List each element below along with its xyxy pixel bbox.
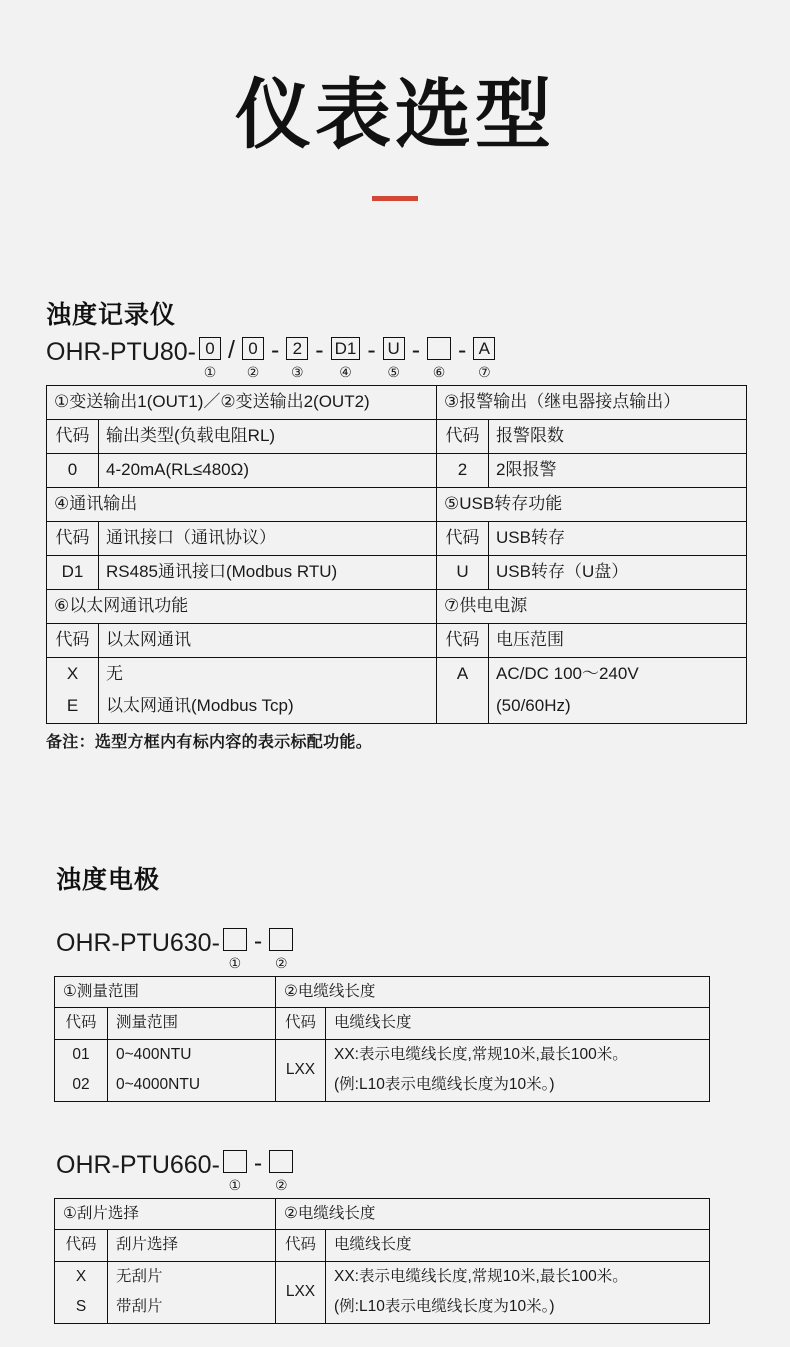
recorder-slot-4-value: D1 <box>331 337 361 360</box>
ptu660-model-prefix: OHR-PTU660- <box>56 1150 220 1179</box>
cell-wiper-code-header: 代码 <box>55 1230 108 1261</box>
cell-cable-code-header: 代码 <box>276 1008 326 1039</box>
ptu630-model-prefix: OHR-PTU630- <box>56 929 220 957</box>
cell-alarm-code-2: 2 <box>437 453 489 487</box>
cell-cable-header: ②电缆线长度 <box>276 977 710 1008</box>
table-row <box>55 1070 710 1101</box>
recorder-separator-1: / <box>228 336 235 364</box>
ptu660-slot-1-value <box>223 1150 247 1173</box>
recorder-slot-6-index: ⑥ <box>432 364 446 380</box>
ptu630-slot-2 <box>269 928 293 970</box>
table-row <box>47 657 747 690</box>
ptu630-slot-1 <box>223 928 247 970</box>
cell-cable-code-lxx-660: LXX <box>276 1261 326 1323</box>
recorder-separator-6: - <box>458 336 467 364</box>
recorder-model-prefix: OHR-PTU80- <box>46 338 197 366</box>
cell-out-type-0: 4-20mA(RL≤480Ω) <box>99 453 437 487</box>
recorder-section-title: 浊度记录仪 <box>46 301 177 329</box>
table-row <box>47 623 747 657</box>
ptu630-slot-2-value <box>269 928 293 951</box>
electrode-section <box>46 860 746 1324</box>
cell-cable-desc-1: XX:表示电缆线长度,常规10米,最长100米。 <box>326 1039 710 1070</box>
ptu660-slot-1 <box>223 1150 247 1192</box>
cell-wiper-name-header: 刮片选择 <box>108 1230 276 1261</box>
recorder-separator-5: - <box>411 336 421 364</box>
table-row <box>47 521 747 555</box>
cell-usb-header: ⑤USB转存功能 <box>437 487 747 521</box>
recorder-slot-7-value: A <box>473 337 495 360</box>
recorder-slot-7-index: ⑦ <box>478 364 491 380</box>
cell-wiper-header: ①刮片选择 <box>55 1198 276 1229</box>
cell-cable-desc-2: (例:L10表示电缆线长度为10米。) <box>326 1070 710 1101</box>
table-row <box>47 386 747 420</box>
recorder-slot-5-value: U <box>383 337 405 360</box>
cell-cable-desc-2-660: (例:L10表示电缆线长度为10米。) <box>326 1292 710 1323</box>
cell-out-type-header: 输出类型(负载电阻RL) <box>99 419 437 453</box>
recorder-slot-4-index: ④ <box>339 364 352 380</box>
cell-wiper-name-x: 无刮片 <box>108 1261 276 1292</box>
recorder-slot-6-value <box>427 337 451 360</box>
recorder-note: 备注：选型方框内有标内容的表示标配功能。 <box>46 734 373 752</box>
cell-comm-header: ④通讯输出 <box>47 487 437 521</box>
electrode-section-title: 浊度电极 <box>56 866 161 894</box>
cell-power-code-a-cont <box>437 690 489 723</box>
ptu660-slot-2 <box>269 1150 293 1192</box>
cell-ethernet-name-x: 无 <box>99 657 437 690</box>
table-row <box>55 1039 710 1070</box>
cell-cable-name-header: 电缆线长度 <box>326 1008 710 1039</box>
cell-alarm-code-header: 代码 <box>437 419 489 453</box>
ptu630-slot-1-value <box>223 928 247 951</box>
page-title: 仪表选型 <box>235 73 555 158</box>
ptu630-slot-1-index: ① <box>228 955 242 971</box>
recorder-separator-4: - <box>367 336 376 364</box>
cell-usb-name-header: USB转存 <box>489 521 747 555</box>
cell-power-header: ⑦供电电源 <box>437 589 747 623</box>
recorder-slot-3 <box>286 337 308 379</box>
cell-wiper-code-s: S <box>55 1292 108 1323</box>
ptu660-slot-1-index: ① <box>228 1176 242 1193</box>
table-row <box>55 977 710 1008</box>
cell-cable-header-660: ②电缆线长度 <box>276 1198 710 1229</box>
cell-wiper-code-x: X <box>55 1261 108 1292</box>
ptu630-model-code-line <box>56 928 746 970</box>
ptu630-separator-1: - <box>253 927 263 955</box>
cell-out-header: ①变送输出1(OUT1)／②变送输出2(OUT2) <box>47 386 437 420</box>
table-row <box>47 453 747 487</box>
table-row <box>55 1261 710 1292</box>
cell-cable-desc-1-660: XX:表示电缆线长度,常规10米,最长100米。 <box>326 1261 710 1292</box>
cell-range-name-01: 0~400NTU <box>108 1039 276 1070</box>
cell-cable-code-lxx: LXX <box>276 1039 326 1101</box>
cell-range-code-01: 01 <box>55 1039 108 1070</box>
cell-usb-code-u: U <box>437 555 489 589</box>
ptu660-slot-2-index: ② <box>274 1176 288 1193</box>
cell-power-code-a: A <box>437 657 489 690</box>
cell-out-code-0: 0 <box>47 453 99 487</box>
table-row <box>55 1230 710 1261</box>
cell-usb-name-u: USB转存（U盘） <box>489 555 747 589</box>
table-row <box>47 690 747 723</box>
cell-power-name-a-cont: (50/60Hz) <box>489 690 747 723</box>
cell-power-name-a: AC/DC 100～240V <box>489 657 747 690</box>
cell-cable-name-header-660: 电缆线长度 <box>326 1230 710 1261</box>
ptu630-slot-2-index: ② <box>274 955 288 971</box>
cell-range-name-header: 测量范围 <box>108 1008 276 1039</box>
cell-out-code-header: 代码 <box>47 419 99 453</box>
ptu660-model-code-line <box>56 1150 746 1192</box>
recorder-slot-2 <box>242 337 264 379</box>
recorder-slot-1-index: ① <box>203 364 217 380</box>
cell-ethernet-code-e: E <box>47 690 99 723</box>
ptu660-spec-table <box>54 1198 710 1324</box>
recorder-slot-5 <box>383 337 405 379</box>
cell-alarm-limit-2: 2限报警 <box>489 453 747 487</box>
hero-header <box>0 0 790 201</box>
cell-power-name-header: 电压范围 <box>489 623 747 657</box>
recorder-slot-5-index: ⑤ <box>387 364 400 380</box>
ptu630-spec-table <box>54 976 710 1102</box>
recorder-section <box>46 295 746 752</box>
recorder-slot-1-value: 0 <box>199 337 221 360</box>
table-row <box>47 419 747 453</box>
cell-power-code-header: 代码 <box>437 623 489 657</box>
recorder-slot-2-index: ② <box>246 364 260 380</box>
cell-range-code-02: 02 <box>55 1070 108 1101</box>
recorder-separator-2: - <box>270 336 280 364</box>
recorder-slot-7 <box>473 337 495 379</box>
recorder-slot-3-index: ③ <box>291 364 304 380</box>
recorder-spec-table <box>46 385 747 724</box>
cell-alarm-limit-header: 报警限数 <box>489 419 747 453</box>
recorder-slot-6 <box>427 337 451 379</box>
recorder-slot-2-value: 0 <box>242 337 264 360</box>
recorder-slot-3-value: 2 <box>286 337 308 360</box>
ptu660-slot-2-value <box>269 1150 293 1173</box>
table-row <box>47 555 747 589</box>
cell-comm-name-header: 通讯接口（通讯协议） <box>99 521 437 555</box>
cell-ethernet-name-header: 以太网通讯 <box>99 623 437 657</box>
cell-ethernet-code-x: X <box>47 657 99 690</box>
cell-ethernet-name-e: 以太网通讯(Modbus Tcp) <box>99 690 437 723</box>
table-row <box>55 1008 710 1039</box>
recorder-slot-1 <box>199 337 221 379</box>
recorder-slot-4 <box>331 337 361 379</box>
cell-wiper-name-s: 带刮片 <box>108 1292 276 1323</box>
cell-range-header: ①测量范围 <box>55 977 276 1008</box>
cell-comm-code-d1: D1 <box>47 555 99 589</box>
table-row <box>55 1292 710 1323</box>
cell-comm-name-d1: RS485通讯接口(Modbus RTU) <box>99 555 437 589</box>
cell-comm-code-header: 代码 <box>47 521 99 555</box>
table-row <box>47 589 747 623</box>
recorder-model-code-line <box>46 337 746 379</box>
table-row <box>47 487 747 521</box>
cell-range-code-header: 代码 <box>55 1008 108 1039</box>
cell-ethernet-header: ⑥以太网通讯功能 <box>47 589 437 623</box>
title-underline-rule <box>372 196 418 201</box>
cell-ethernet-code-header: 代码 <box>47 623 99 657</box>
table-row <box>55 1198 710 1229</box>
cell-cable-code-header-660: 代码 <box>276 1230 326 1261</box>
cell-range-name-02: 0~4000NTU <box>108 1070 276 1101</box>
cell-alarm-header: ③报警输出（继电器接点输出） <box>437 386 747 420</box>
cell-usb-code-header: 代码 <box>437 521 489 555</box>
recorder-separator-3: - <box>315 336 324 364</box>
ptu660-separator-1: - <box>253 1148 263 1177</box>
